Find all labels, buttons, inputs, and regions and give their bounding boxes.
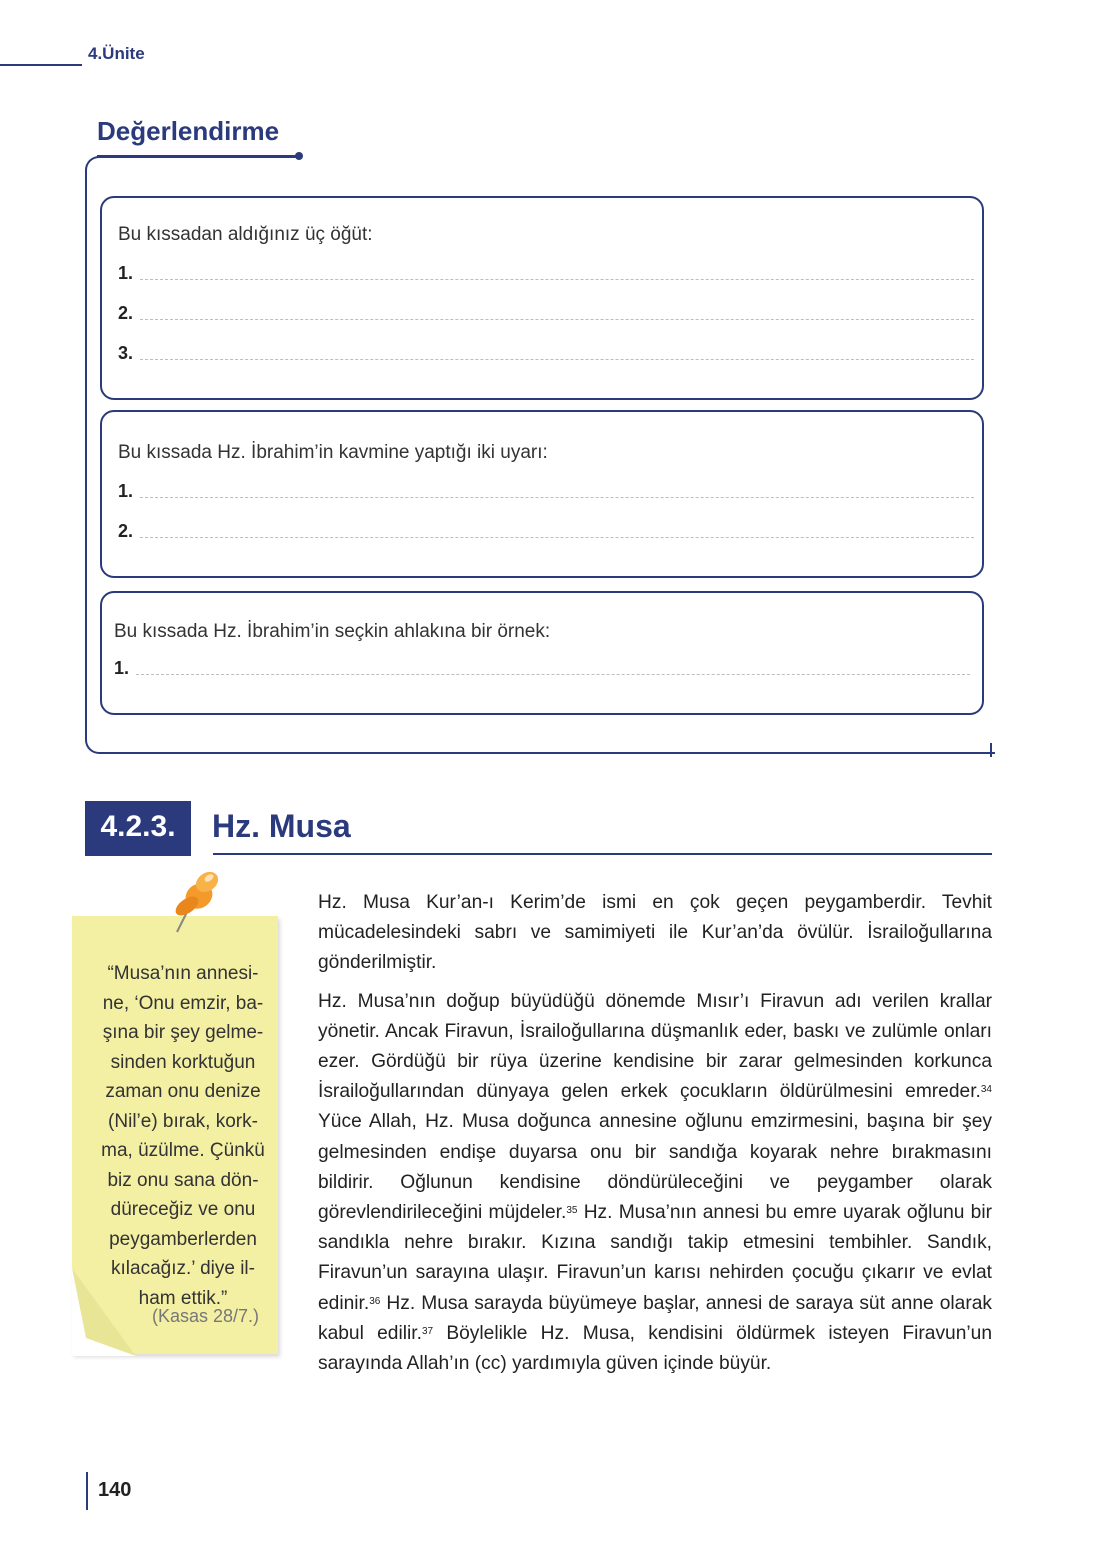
header-rule (0, 64, 82, 66)
answer-line[interactable] (118, 518, 974, 542)
frame-end-tick (990, 743, 992, 757)
quote-line: “Musa’nın annesi- (107, 963, 259, 984)
body-text (318, 888, 992, 1387)
quote-line: zaman onu denize (105, 1081, 261, 1102)
answer-line[interactable] (118, 300, 974, 324)
title-underline (97, 155, 299, 157)
push-pin-icon (163, 866, 223, 936)
quote-line: ne, ‘Onu emzir, ba- (102, 992, 264, 1014)
section-rule (213, 853, 992, 855)
title-dot (295, 152, 303, 160)
quote-line: sinden korktuğun (110, 1051, 256, 1073)
footer-bar (86, 1472, 88, 1510)
answer-number: 1. (118, 263, 134, 283)
paragraph: Hz. Musa Kur’an-ı Kerim’de ismi en çok geçen peygamberdir. Tevhit mücadelesindeki sabrı ve samimiyeti ile Kur’an’da övülür. İsrailoğullarına gönderilmiştir. (318, 892, 992, 974)
answer-line[interactable] (114, 655, 970, 679)
card-question: Bu kıssada Hz. İbrahim’in seçkin ahlakına bir örnek: (114, 621, 551, 642)
unit-label: 4.Ünite (88, 44, 145, 63)
card-question: Bu kıssadan aldığınız üç öğüt: (118, 224, 373, 245)
answer-number: 1. (114, 658, 130, 678)
answer-number: 2. (118, 521, 134, 541)
evaluation-title: Değerlendirme (97, 116, 280, 146)
quote-text (88, 959, 278, 1313)
page-number: 140 (98, 1479, 132, 1501)
footnote-ref[interactable]: 34 (980, 1084, 992, 1096)
footnote-ref[interactable]: 37 (421, 1325, 434, 1337)
quote-line: biz onu sana dön- (107, 1169, 259, 1191)
quote-line: (Nil’e) bırak, kork- (108, 1110, 258, 1132)
footnote-ref[interactable]: 35 (566, 1205, 578, 1217)
card-question: Bu kıssada Hz. İbrahim’in kavmine yaptığı iki uyarı: (118, 442, 548, 463)
section-number: 4.2.3. (100, 810, 176, 843)
answer-line[interactable] (118, 478, 974, 502)
quote-line: kılacağız.’ diye il- (111, 1258, 255, 1279)
answer-number: 1. (118, 481, 134, 501)
section-title: Hz. Musa (212, 808, 351, 844)
quote-line: düreceğiz ve onu (110, 1199, 256, 1220)
evaluation-card-ethics (100, 591, 984, 715)
answer-number: 3. (118, 343, 134, 363)
answer-number: 2. (118, 303, 134, 323)
paragraph: Hz. Musa’nın doğup büyüdüğü dönemde Mısır’ı Firavun adı verilen krallar yönetir. Ancak Firavun, İsrailoğullarına düşmanlık eder, baskı ve zulümle onları ezer. Gördüğü bir rüya üzerine kendisine bir zarar gelmesinden korkunca İsrailoğullarından dünyaya gelen erkek çocukların öldürülmesini emreder.$^{34}$ Yüce Allah, Hz. Musa doğunca annesine oğlunu emzirmesini, başına bir şey gelmesinden endişe duyarsa onu bir sandığa koyarak nehre bırakmasını bildirir. Oğlunun kendisine döndürüleceğini ve peygamber olarak görevlendirileceğini müjdeler.$^{35}$ Hz. Musa’nın annesi bu emre uyarak oğlunu bir sandıkla nehre bırakır. Kızına sandığı takip etmesini tembihler. Sandık, Firavun’un sarayına ulaşır. Firavun’un karısı nehirden çocuğu çıkarır ve evlat edinir.$^{36}$ Hz. Musa sarayda büyümeye başlar, annesi de saraya süt anne olarak kabul edilir.$^{37}$ Böylelikle Hz. Musa, kendisini öldürmek isteyen Firavun’un sarayında Allah’ın (cc) yardımıyla güven içinde büyür. (318, 990, 992, 1375)
quote-line: peygamberlerden (109, 1228, 257, 1250)
evaluation-card-lessons (100, 196, 984, 400)
quote-source: (Kasas 28/7.) (152, 1306, 260, 1326)
quote-line: şına bir şey gelme- (102, 1022, 264, 1043)
quote-line: ham ettik.” (138, 1287, 228, 1309)
footnote-ref[interactable]: 36 (369, 1295, 381, 1307)
answer-line[interactable] (118, 340, 974, 364)
evaluation-card-warnings (100, 410, 984, 578)
quote-line: ma, üzülme. Çünkü (101, 1140, 265, 1161)
answer-line[interactable] (118, 260, 974, 284)
